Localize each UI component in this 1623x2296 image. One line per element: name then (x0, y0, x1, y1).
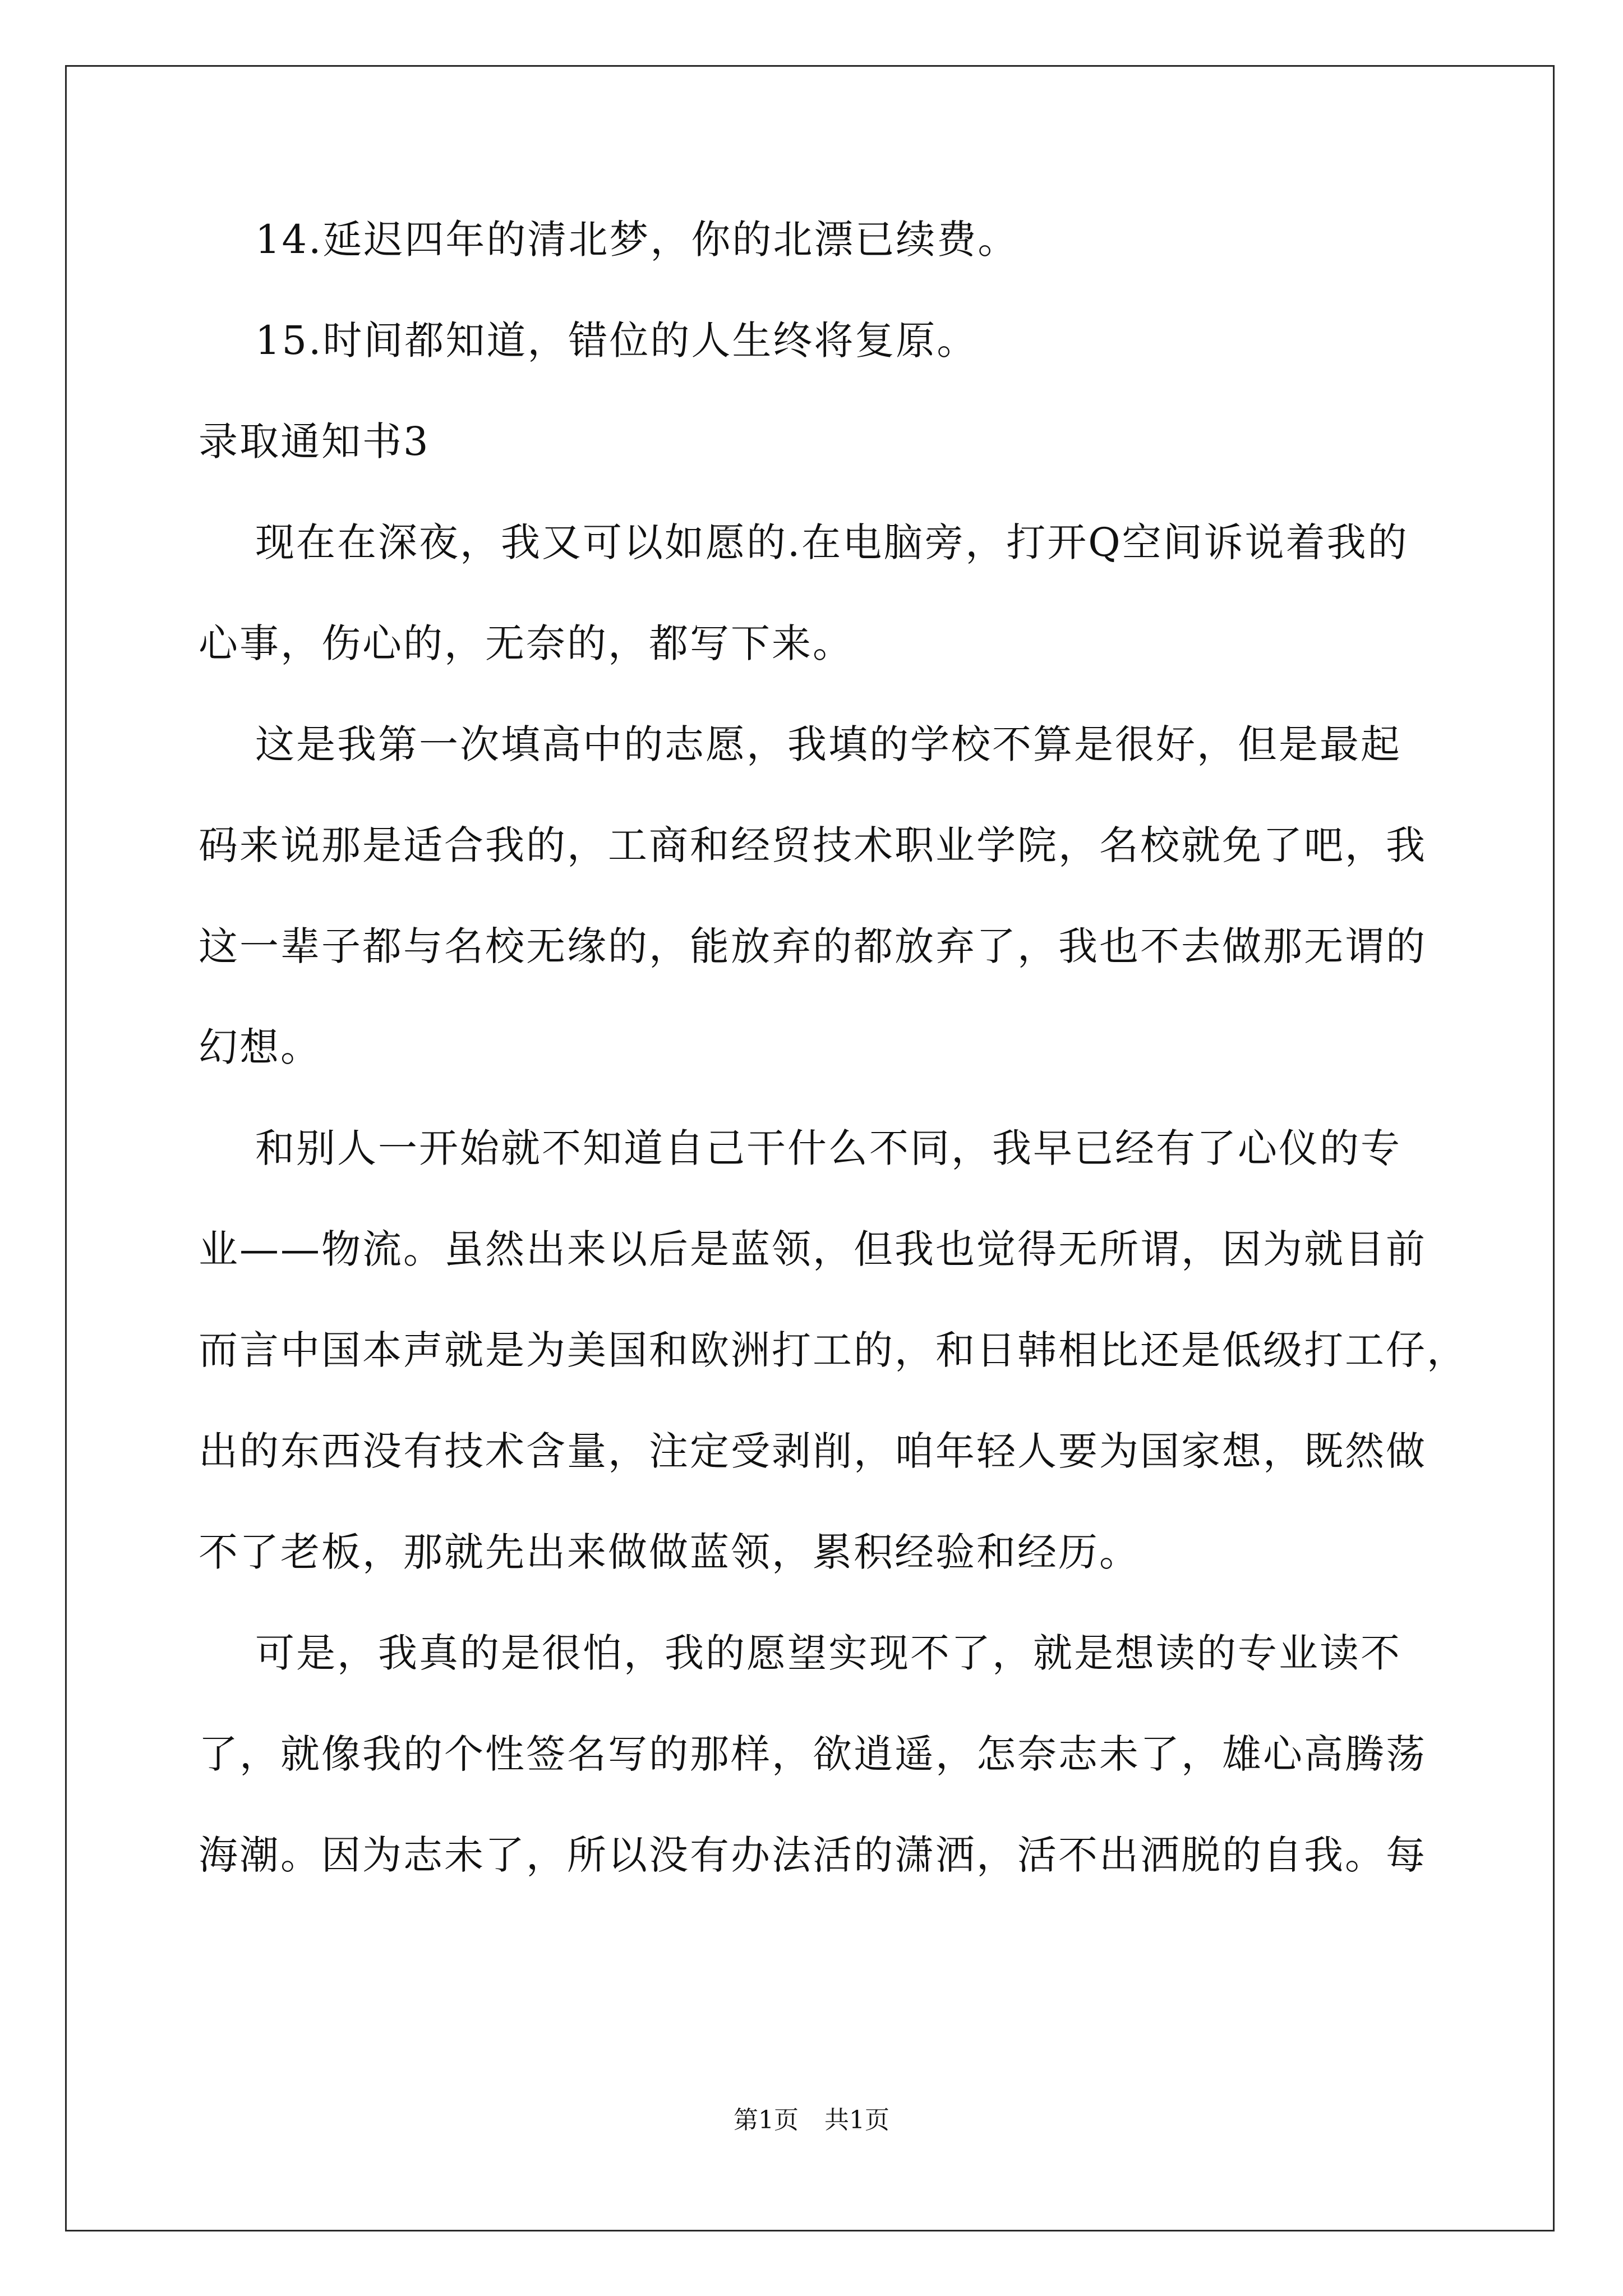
text-line-9: 幻想。 (199, 1024, 321, 1070)
text-line-5: 心事，伤心的，无奈的，都写下来。 (199, 620, 854, 666)
text-line-8: 这一辈子都与名校无缘的，能放弃的都放弃了，我也不去做那无谓的 (199, 923, 1427, 969)
text-line-4: 现在在深夜，我又可以如愿的.在电脑旁，打开Q空间诉说着我的 (199, 519, 1409, 565)
text-line-14: 不了老板，那就先出来做做蓝领，累积经验和经历。 (199, 1529, 1140, 1575)
text-line-11: 业——物流。虽然出来以后是蓝领，但我也觉得无所谓，因为就目前 (199, 1226, 1427, 1272)
section-heading: 录取通知书3 (199, 418, 430, 464)
text-line-16: 了，就像我的个性签名写的那样，欲逍遥，怎奈志未了，雄心高腾荡 (199, 1731, 1427, 1777)
text-line-10: 和别人一开始就不知道自己干什么不同，我早已经有了心仪的专 (199, 1125, 1402, 1171)
text-line-15: 可是，我真的是很怕，我的愿望实现不了，就是想读的专业读不 (199, 1630, 1402, 1676)
text-line-7: 码来说那是适合我的，工商和经贸技术职业学院，名校就免了吧，我 (199, 822, 1427, 868)
text-line-13: 出的东西没有技术含量，注定受剥削，咱年轻人要为国家想，既然做 (199, 1428, 1427, 1474)
text-line-2: 15.时间都知道，错位的人生终将复原。 (199, 318, 978, 364)
text-line-6: 这是我第一次填高中的志愿，我填的学校不算是很好，但是最起 (199, 721, 1402, 767)
text-line-17: 海潮。因为志未了，所以没有办法活的潇洒，活不出洒脱的自我。每 (199, 1832, 1427, 1878)
page-footer (0, 2104, 1623, 2137)
text-line-1: 14.延迟四年的清北梦，你的北漂已续费。 (199, 217, 1019, 263)
page-total: 共1页 (824, 2106, 889, 2134)
text-line-12: 而言中国本声就是为美国和欧洲打工的，和日韩相比还是低级打工仔， (199, 1327, 1468, 1373)
page-number: 第1页 (734, 2106, 799, 2134)
